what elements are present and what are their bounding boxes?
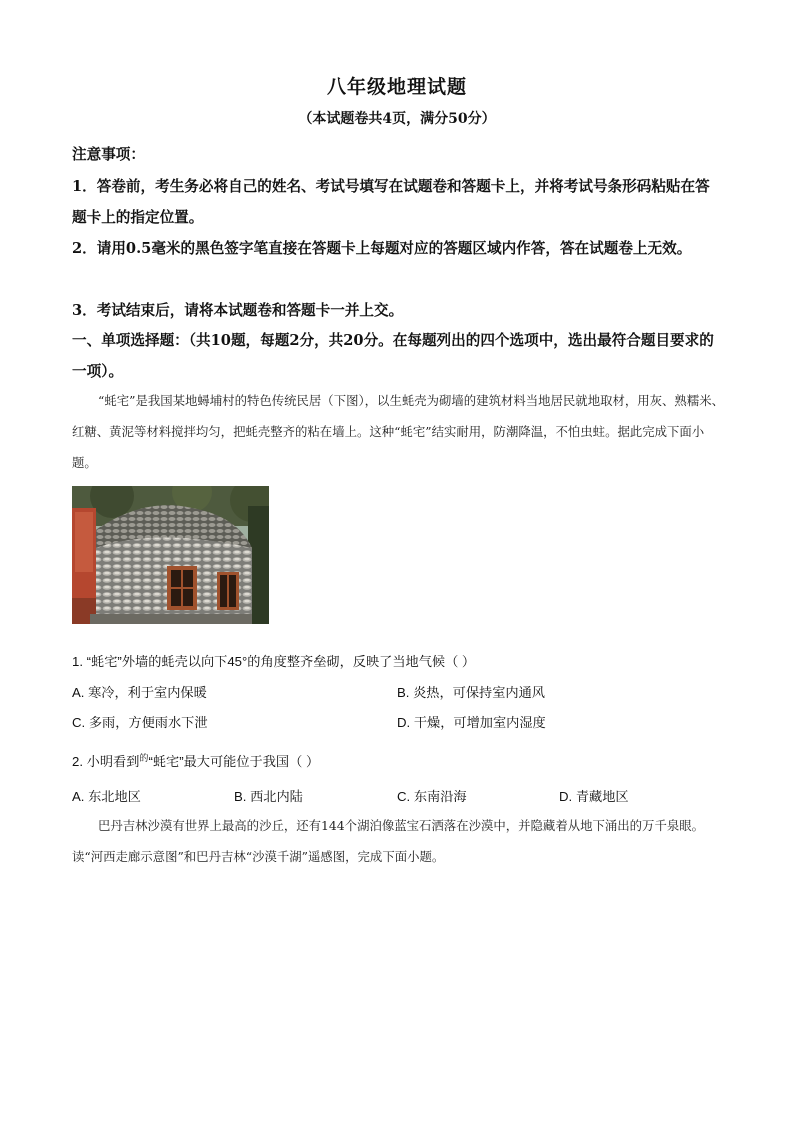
note-item-1: 1．答卷前，考生务必将自己的姓名、考试号填写在试题卷和答题卡上，并将考试号条形码粘贴在答题卡上的指定位置。 xyxy=(72,178,710,226)
question-1: 1. “蚝宅”外墙的蚝壳以向下45°的角度整齐垒砌，反映了当地气候（ ） xyxy=(72,654,476,669)
oyster-house-photo xyxy=(72,486,269,624)
q2-stem-pre: 2. 小明看到 xyxy=(72,754,140,769)
question-2 xyxy=(72,751,319,770)
page-title: 八年级地理试题 xyxy=(326,76,467,98)
q2-option-b: B. 西北内陆 xyxy=(234,789,303,804)
q2-option-c: C. 东南沿海 xyxy=(397,789,467,804)
note-item-3: 3．考试结束后，请将本试题卷和答题卡一并上交。 xyxy=(72,302,404,319)
q1-option-d: D. 干燥，可增加室内湿度 xyxy=(397,715,546,730)
q2-stem-small: 的 xyxy=(139,753,149,763)
q2-stem-post: “蚝宅”最大可能位于我国（ ） xyxy=(148,754,320,769)
notes-heading: 注意事项： xyxy=(72,146,145,163)
q1-option-b: B. 炎热，可保持室内通风 xyxy=(397,685,545,700)
q2-option-d: D. 青藏地区 xyxy=(559,789,629,804)
passage-oyster-house: “蚝宅”是我国某地蟳埔村的特色传统民居（下图），以生蚝壳为砌墙的建筑材料当地居民就地取材，用灰、熟糯米、红糖、黄泥等材料搅拌均匀，把蚝壳整齐的粘在墙上。这种“蚝宅”结实耐用，防潮降温，不怕虫蛀。据此完成下面小题。 xyxy=(72,393,724,470)
note-item-2: 2．请用0.5毫米的黑色签字笔直接在答题卡上每题对应的答题区域内作答，答在试题卷上无效。 xyxy=(72,240,692,257)
q1-option-c: C. 多雨，方便雨水下泄 xyxy=(72,715,208,730)
q1-option-a: A. 寒冷，利于室内保暖 xyxy=(72,685,207,700)
page-subtitle: （本试题卷共4页，满分50分） xyxy=(298,111,496,127)
passage-badain-jaran: 巴丹吉林沙漠有世界上最高的沙丘，还有144个湖泊像蓝宝石洒落在沙漠中，并隐藏着从地下涌出的万千泉眼。读“河西走廊示意图”和巴丹吉林“沙漠千湖”遥感图，完成下面小题。 xyxy=(72,818,705,864)
q2-option-a: A. 东北地区 xyxy=(72,789,141,804)
section-heading: 一、单项选择题：（共10题，每题2分，共20分。在每题列出的四个选项中，选出最符合题目要求的一项）。 xyxy=(72,332,714,380)
